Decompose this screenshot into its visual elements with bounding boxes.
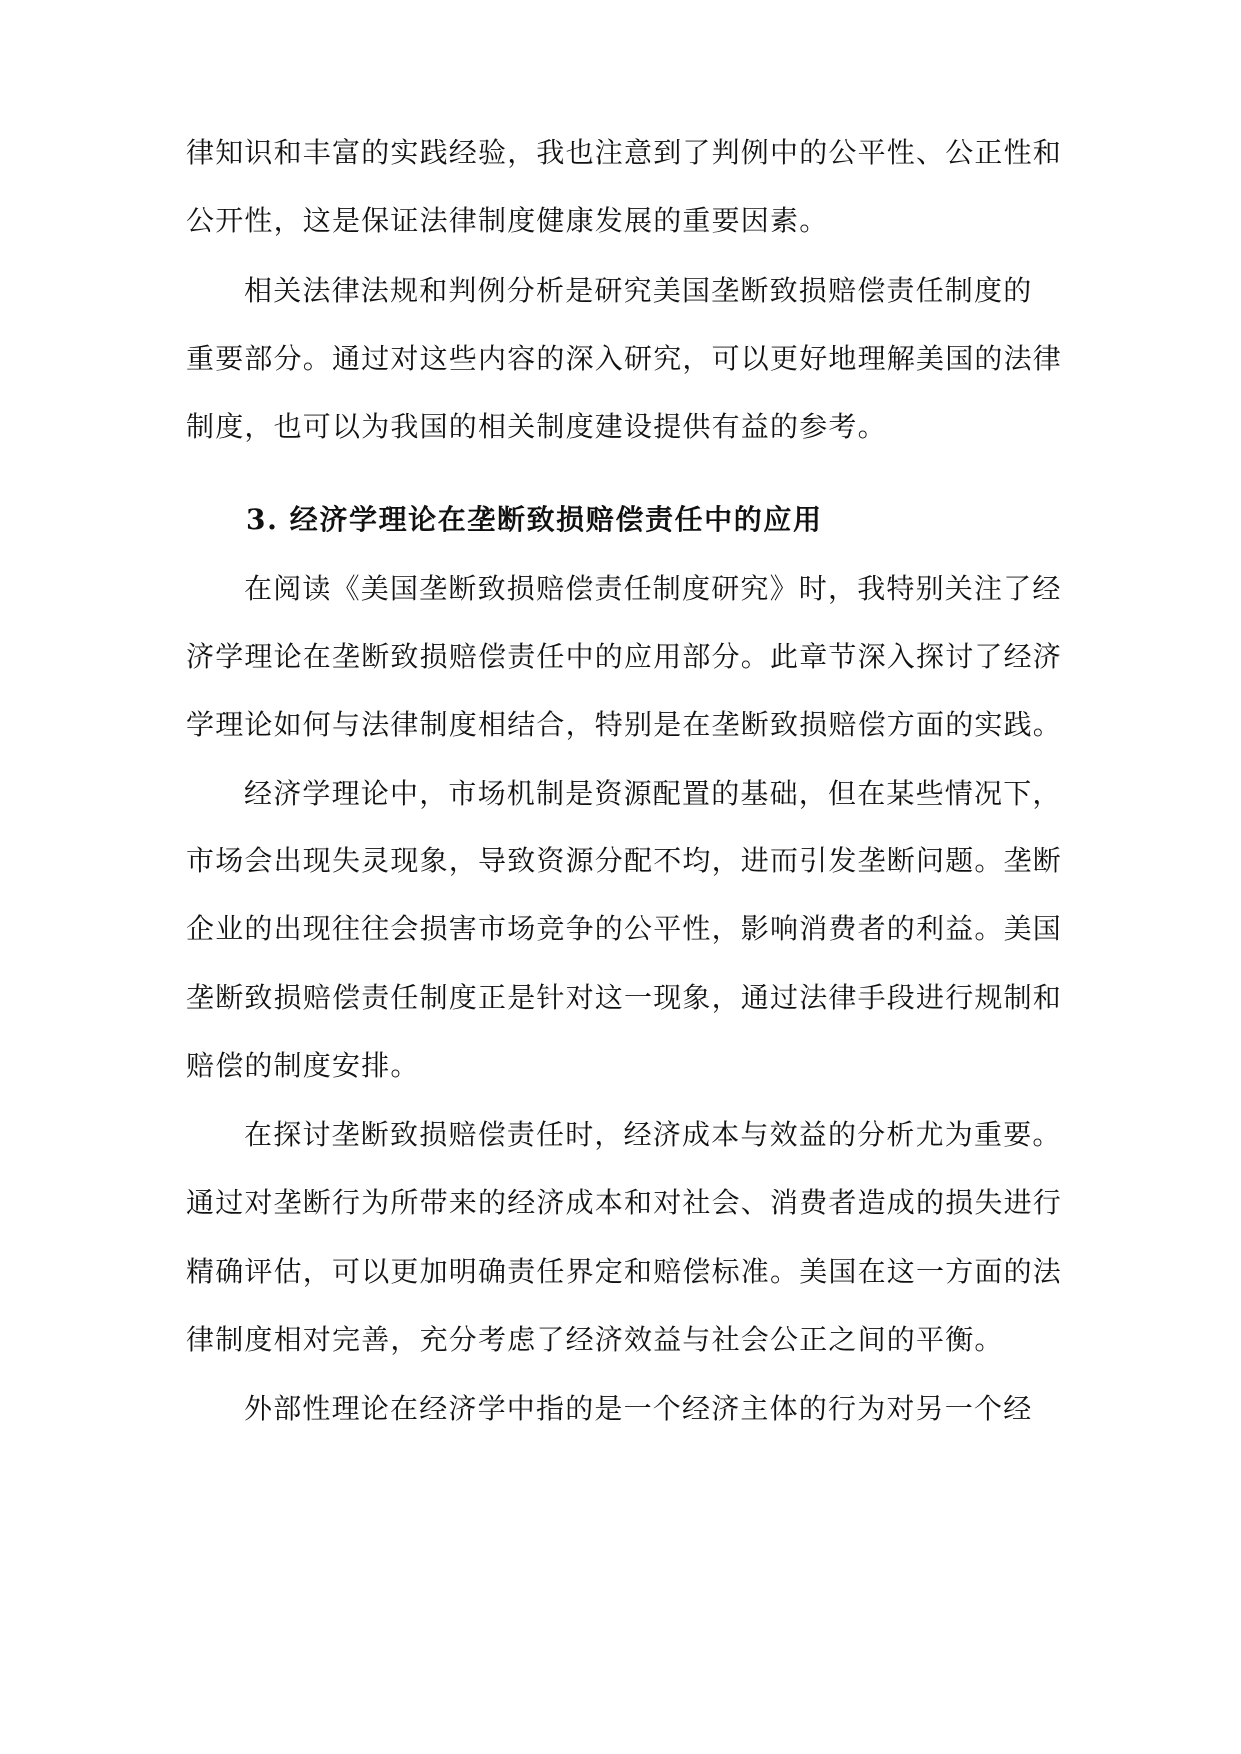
- text-line: 学理论如何与法律制度相结合，特别是在垄断致损赔偿方面的实践。: [186, 708, 1063, 741]
- text-line: 精确评估，可以更加明确责任界定和赔偿标准。美国在这一方面的法: [186, 1255, 1063, 1288]
- paragraph-first-line: 在探讨垄断致损赔偿责任时，经济成本与效益的分析尤为重要。: [244, 1118, 1062, 1151]
- text-line: 企业的出现往往会损害市场竞争的公平性，影响消费者的利益。美国: [186, 912, 1063, 945]
- section-heading: 3. 经济学理论在垄断致损赔偿责任中的应用: [246, 503, 823, 536]
- text-line: 公开性，这是保证法律制度健康发展的重要因素。: [186, 204, 829, 237]
- text-line: 市场会出现失灵现象，导致资源分配不均，进而引发垄断问题。垄断: [186, 844, 1063, 877]
- paragraph-first-line: 经济学理论中，市场机制是资源配置的基础，但在某些情况下，: [244, 777, 1062, 810]
- paragraph-first-line: 相关法律法规和判例分析是研究美国垄断致损赔偿责任制度的: [244, 274, 1033, 307]
- text-line: 通过对垄断行为所带来的经济成本和对社会、消费者造成的损失进行: [186, 1186, 1063, 1219]
- text-line: 垄断致损赔偿责任制度正是针对这一现象，通过法律手段进行规制和: [186, 981, 1063, 1014]
- text-line: 重要部分。通过对这些内容的深入研究，可以更好地理解美国的法律: [186, 342, 1063, 375]
- text-line: 济学理论在垄断致损赔偿责任中的应用部分。此章节深入探讨了经济: [186, 640, 1063, 673]
- paragraph-first-line: 外部性理论在经济学中指的是一个经济主体的行为对另一个经: [244, 1392, 1033, 1425]
- text-line: 制度，也可以为我国的相关制度建设提供有益的参考。: [186, 410, 887, 443]
- text-line: 律制度相对完善，充分考虑了经济效益与社会公正之间的平衡。: [186, 1323, 1004, 1356]
- text-line: 赔偿的制度安排。: [186, 1049, 420, 1082]
- text-line: 律知识和丰富的实践经验，我也注意到了判例中的公平性、公正性和: [186, 136, 1063, 169]
- paragraph-first-line: 在阅读《美国垄断致损赔偿责任制度研究》时，我特别关注了经: [244, 572, 1062, 605]
